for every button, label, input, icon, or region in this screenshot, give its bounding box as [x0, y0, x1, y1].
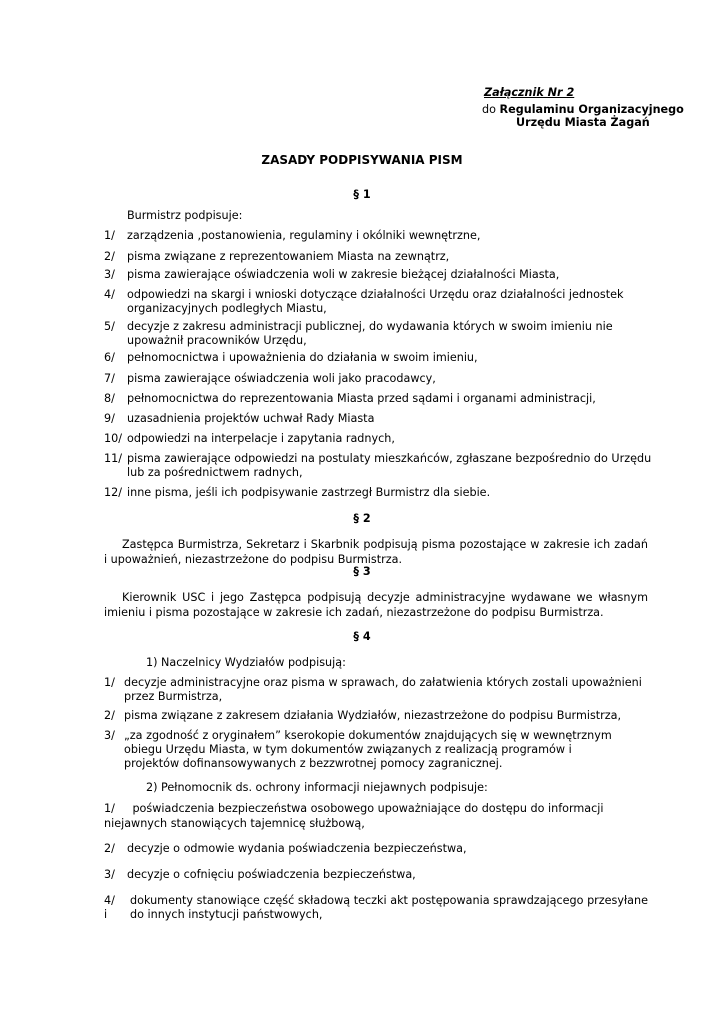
list-item: [104, 250, 664, 264]
list-item-text: odpowiedzi na interpelacje i zapytania radnych,: [127, 432, 395, 445]
list-item-text: poświadczenia bezpieczeństwa osobowego upoważniające do dostępu do informacji niejawnych stanowiących tajemnicę służbową,: [104, 802, 604, 830]
section-2-text: Zastępca Burmistrza, Sekretarz i Skarbnik podpisują pisma pozostające w zakresie ich zadań i upoważnień, niezastrzeżone do podpisu Burmistrza.: [104, 538, 648, 566]
list-item: [104, 842, 664, 856]
list-item-text: zarządzenia ,postanowienia, regulaminy i okólniki wewnętrzne,: [127, 229, 481, 242]
header-to: [482, 103, 684, 117]
list-item-number: 1/: [104, 802, 115, 815]
list-item-number: 8/: [104, 392, 115, 405]
list-item-text: pisma zawierające oświadczenia woli jako pracodawcy,: [127, 372, 436, 385]
list-item-number: 11/: [104, 452, 123, 465]
list-item-text: pełnomocnictwa i upoważnienia do działania w swoim imieniu,: [127, 351, 478, 364]
list-item-text: dokumenty stanowiące część składową teczki akt postępowania sprawdzającego przesyłane do innych instytucji państwowych,: [130, 894, 648, 921]
list-item: [104, 320, 664, 348]
section-heading-1: § 1: [353, 188, 371, 201]
list-item: [104, 894, 648, 922]
list-item-number: 2/: [104, 709, 115, 722]
section-1-intro: Burmistrz podpisuje:: [127, 209, 243, 222]
list-item-text: pisma związane z reprezentowaniem Miasta na zewnątrz,: [127, 250, 450, 263]
list-item: [104, 372, 664, 386]
section-heading-2: § 2: [353, 512, 371, 525]
regulation-name: Regulaminu Organizacyjnego: [499, 103, 684, 116]
list-item-number: 1/: [104, 229, 115, 242]
document-title: ZASADY PODPISYWANIA PISM: [261, 153, 463, 167]
list-item-text: decyzje o odmowie wydania poświadczenia bezpieczeństwa,: [127, 842, 467, 855]
list-item-text: odpowiedzi na skargi i wnioski dotyczące działalności Urzędu oraz działalności jednostek organizacyjnych podległych Miastu,: [127, 288, 624, 315]
list-item-number: 2/: [104, 250, 115, 263]
list-item-number: 5/: [104, 320, 115, 333]
list-item: [104, 351, 664, 365]
list-item-text: uzasadnienia projektów uchwał Rady Miasta: [127, 412, 375, 425]
list-item-number: 3/: [104, 868, 115, 881]
list-item-number: 1/: [104, 676, 115, 689]
list-item: [104, 392, 664, 406]
section-heading-4: § 4: [353, 630, 371, 643]
list-item-number: 2/: [104, 842, 115, 855]
list-item: [104, 486, 664, 500]
list-item-number: 9/: [104, 412, 115, 425]
list-item: [104, 801, 648, 831]
list-item: [104, 288, 664, 316]
list-item-number: 3/: [104, 729, 115, 742]
list-item: [104, 412, 664, 426]
list-item-text: pisma związane z zakresem działania Wydziałów, niezastrzeżone do podpisu Burmistrza,: [124, 709, 622, 722]
section-4-sub1: 1) Naczelnicy Wydziałów podpisują:: [146, 656, 346, 669]
list-item: [104, 229, 664, 243]
list-item-text: pisma zawierające odpowiedzi na postulaty mieszkańców, zgłaszane bezpośrednio do Urzędu lub za pośrednictwem radnych,: [127, 452, 652, 479]
header-to-prefix: do: [482, 103, 496, 116]
list-item-text: inne pisma, jeśli ich podpisywanie zastrzegł Burmistrz dla siebie.: [127, 486, 491, 499]
list-item-number: 4/ i: [104, 894, 115, 921]
list-item-text: pisma zawierające oświadczenia woli w zakresie bieżącej działalności Miasta,: [127, 268, 560, 281]
list-item-number: 3/: [104, 268, 115, 281]
list-item-number: 12/: [104, 486, 123, 499]
list-item: [104, 868, 664, 882]
section-4-sub2: 2) Pełnomocnik ds. ochrony informacji niejawnych podpisuje:: [146, 781, 488, 794]
section-3-text: Kierownik USC i jego Zastępca podpisują decyzje administracyjne wydawane we własnym imieniu i pisma pozostające w zakresie ich zadań, niezastrzeżone do podpisu Burmistrza.: [104, 591, 648, 619]
list-item-number: 10/: [104, 432, 123, 445]
list-item-number: 6/: [104, 351, 115, 364]
list-item-text: decyzje o cofnięciu poświadczenia bezpieczeństwa,: [127, 868, 416, 881]
list-item-number: 7/: [104, 372, 115, 385]
list-item: [104, 709, 664, 723]
list-item: [104, 729, 616, 771]
list-item-text: pełnomocnictwa do reprezentowania Miasta przed sądami i organami administracji,: [127, 392, 596, 405]
attachment-label: Załącznik Nr 2: [484, 86, 575, 99]
list-item: [104, 268, 664, 282]
office-name: Urzędu Miasta Żagań: [516, 116, 650, 129]
list-item-text: „za zgodność z oryginałem” kserokopie dokumentów znajdujących się w wewnętrznym obiegu Urzędu Miasta, w tym dokumentów związanych z realizacją programów i projektów dofinansowywanych z bezzwrotnej pomocy zagranicznej.: [124, 729, 612, 770]
list-item: [104, 452, 664, 480]
list-item: [104, 676, 664, 704]
list-item-number: 4/: [104, 288, 115, 301]
list-item-text: decyzje administracyjne oraz pisma w sprawach, do załatwienia których zostali upoważnieni przez Burmistrza,: [124, 676, 642, 703]
section-heading-3: § 3: [353, 565, 371, 578]
list-item-text: decyzje z zakresu administracji publicznej, do wydawania których w swoim imieniu nie upoważnił pracowników Urzędu,: [127, 320, 613, 347]
list-item: [104, 432, 664, 446]
